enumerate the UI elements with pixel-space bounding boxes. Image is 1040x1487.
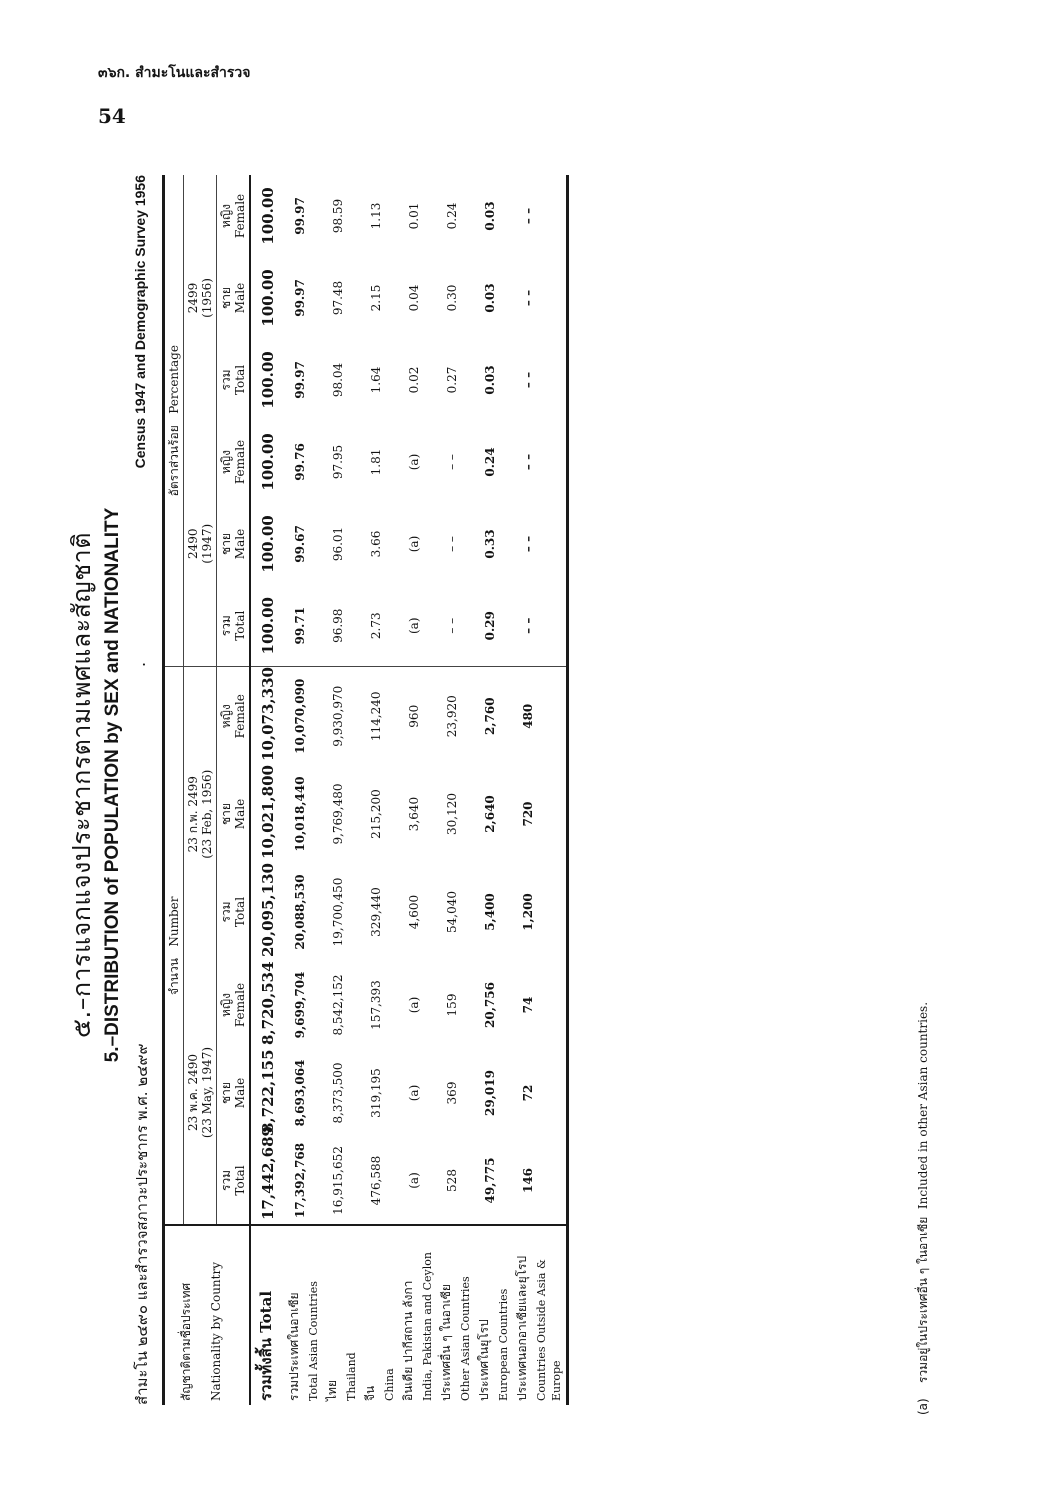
nationality-header (164, 1225, 251, 1405)
row-label (437, 1225, 475, 1405)
row-label (475, 1225, 513, 1405)
year-1956-thai: 2499 (186, 282, 200, 314)
value-cell: 100.00 (250, 339, 285, 421)
value-cell: 369 (445, 1081, 459, 1105)
value-cell: 96.01 (331, 526, 345, 562)
value-cell: – – (437, 585, 475, 667)
value-cell: 99.97 (293, 197, 307, 235)
value-cell: 146 (521, 1167, 535, 1194)
value-cell: 319,195 (369, 1068, 383, 1118)
row-label-thai: ประเทศในยุโรป (477, 1319, 491, 1401)
value-cell: (a) (407, 453, 421, 471)
row-label-english: Other Asian Countries (459, 1276, 472, 1401)
table-title-thai: ๕.–การแจกแจงประชากรตามเพศและสัญชาติ (67, 532, 96, 1038)
running-header: ๓๖ก. สำมะโนและสำรวจ (98, 65, 251, 81)
col-header-total (217, 1137, 251, 1225)
row-label-thai: จีน (363, 1385, 377, 1401)
value-cell: 10,070,090 (293, 678, 307, 754)
col-header-male-english: Male (233, 282, 247, 314)
period-1956-thai: 23 ก.พ. 2499 (186, 776, 200, 853)
value-cell: 19,700,450 (331, 877, 345, 947)
value-cell: 74 (521, 996, 535, 1014)
value-cell: 9,699,704 (293, 971, 307, 1039)
col-header-male-english: Male (233, 528, 247, 560)
value-cell: 100.00 (250, 175, 285, 257)
value-cell: 20,095,130 (250, 863, 285, 961)
value-cell: 54,040 (445, 891, 459, 933)
year-1947-english: (1947) (200, 523, 214, 564)
table-row (399, 175, 437, 1405)
value-cell: 157,393 (369, 980, 383, 1030)
value-cell: 0.01 (407, 202, 421, 230)
value-cell: – – (521, 371, 535, 389)
row-label-english: China (383, 1368, 396, 1401)
table-row (513, 175, 568, 1405)
col-header-female-english: Female (233, 439, 247, 485)
row-label (323, 1225, 361, 1405)
row-label-english: Thailand (345, 1352, 358, 1401)
value-cell: 8,722,155 (250, 1049, 285, 1137)
value-cell: 97.48 (331, 280, 345, 316)
col-header-female (217, 961, 251, 1049)
value-cell: 99.97 (293, 279, 307, 317)
table-title-english: 5.–DISTRIBUTION of POPULATION by SEX and NATIONALITY (102, 507, 123, 1063)
year-1956-english: (1956) (200, 278, 214, 318)
col-header-total-english: Total (233, 364, 247, 396)
value-cell: 3,640 (407, 796, 421, 832)
value-cell: 49,775 (483, 1157, 497, 1204)
col-header-female-thai: หญิง (219, 993, 233, 1017)
table-row (323, 175, 361, 1405)
col-header-female-english: Female (233, 694, 247, 739)
col-header-male-thai: ชาย (219, 1082, 233, 1104)
value-cell: 960 (407, 704, 421, 728)
table-subtitle-english: Census 1947 and Demographic Survey 1956 (132, 175, 148, 469)
value-cell: 98.59 (331, 198, 345, 234)
value-cell: – – (521, 207, 535, 225)
footnote (914, 1002, 933, 1415)
table-subtitle-thai: สำมะโน ๒๔๙๐ และสำรวจสภาวะประชากร พ.ศ. ๒๔๙๙ (133, 1043, 151, 1405)
row-label (399, 1225, 437, 1405)
value-cell: 97.95 (331, 444, 345, 480)
value-cell: 99.67 (293, 525, 307, 563)
row-label-english: India, Pakistan and Ceylon (421, 1252, 434, 1401)
period-1947-header (184, 961, 217, 1225)
row-label (250, 1225, 285, 1405)
row-label-thai: รวมทั้งสิ้น (257, 1338, 275, 1401)
col-header-total (217, 339, 251, 421)
value-cell: – – (445, 454, 459, 470)
number-header-thai: จำนวน (167, 958, 181, 995)
value-cell: 0.24 (445, 202, 459, 230)
nationality-header-thai: สัญชาติตามชื่อประเทศ (179, 1282, 193, 1401)
value-cell: 0.33 (483, 529, 497, 559)
col-header-total (217, 863, 251, 961)
value-cell: 329,440 (369, 887, 383, 937)
number-group-header (164, 667, 184, 1225)
percentage-header-english: Percentage (167, 345, 181, 414)
value-cell: 2,760 (483, 697, 497, 736)
value-cell: 0.03 (483, 365, 497, 395)
col-header-total-thai: รวม (219, 901, 233, 923)
value-cell: 100.00 (250, 503, 285, 585)
value-cell: 8,373,500 (331, 1062, 345, 1124)
value-cell: 99.97 (293, 361, 307, 399)
col-header-total-english: Total (233, 1165, 247, 1196)
table-row (285, 175, 323, 1405)
value-cell: 0.03 (483, 201, 497, 231)
value-cell: 0.30 (445, 284, 459, 312)
value-cell: 30,120 (445, 793, 459, 835)
period-1956-english: (23 Feb, 1956) (200, 769, 214, 859)
col-header-total-thai: รวม (219, 369, 233, 391)
value-cell: 10,018,440 (293, 776, 307, 852)
value-cell: 720 (521, 801, 535, 827)
col-header-female-thai: หญิง (219, 203, 233, 228)
value-cell: 8,542,152 (331, 974, 345, 1036)
value-cell: 8,720,534 (250, 961, 285, 1049)
value-cell: 159 (445, 993, 459, 1017)
col-header-female-english: Female (233, 982, 247, 1028)
percentage-header-thai: อัตราส่วนร้อย (167, 425, 181, 497)
year-1947-header (184, 421, 217, 667)
col-header-male-english: Male (233, 798, 247, 830)
col-header-total-thai: รวม (219, 615, 233, 637)
value-cell: 0.27 (445, 366, 459, 394)
value-cell: 2.15 (369, 284, 383, 312)
population-table (162, 175, 569, 1405)
value-cell: 20,756 (483, 982, 497, 1028)
value-cell: 528 (445, 1169, 459, 1192)
value-cell: (a) (407, 1084, 421, 1102)
year-1947-thai: 2490 (186, 528, 200, 560)
col-header-female-english: Female (233, 193, 247, 239)
col-header-male (217, 257, 251, 339)
value-cell: 0.03 (483, 283, 497, 313)
value-cell: 1,200 (521, 893, 535, 931)
value-cell: (a) (407, 535, 421, 553)
value-cell: 20,088,530 (293, 874, 307, 950)
footnote-english: Included in other Asian countries. (916, 1001, 930, 1210)
col-header-total-thai: รวม (219, 1169, 233, 1192)
value-cell: – – (521, 289, 535, 307)
nationality-header-english: Nationality by Country (209, 1262, 223, 1401)
value-cell: 99.71 (285, 585, 323, 667)
col-header-male-thai: ชาย (219, 533, 233, 555)
row-label-english: Countries Outside Asia & Europe (535, 1259, 563, 1401)
col-header-male (217, 765, 251, 863)
value-cell: 72 (521, 1084, 535, 1102)
value-cell: 215,200 (369, 789, 383, 839)
value-cell: 0.29 (475, 585, 513, 667)
row-label (285, 1225, 323, 1405)
value-cell: 23,920 (445, 695, 459, 738)
value-cell: 96.98 (323, 585, 361, 667)
table-row (250, 175, 285, 1405)
percentage-group-header (164, 175, 184, 667)
value-cell: 8,693,064 (293, 1059, 307, 1127)
value-cell: (a) (407, 1172, 421, 1189)
period-1956-header (184, 667, 217, 961)
row-label-thai: ประเทศอื่น ๆ ในอาเซีย (439, 1284, 453, 1401)
row-label-thai: ประเทศนอกอาเซียและยุโรป (515, 1255, 529, 1401)
value-cell: 9,930,970 (331, 685, 345, 747)
footnote-marker: (a) (916, 1398, 930, 1415)
value-cell: 5,400 (483, 893, 497, 931)
footnote-thai: รวมอยู่ในประเทศอื่น ๆ ในอาเซีย (916, 1216, 930, 1384)
value-cell: 0.02 (407, 366, 421, 394)
row-label-english: European Countries (497, 1288, 510, 1401)
value-cell: – – (521, 535, 535, 553)
table-row (361, 175, 399, 1405)
value-cell: 2,640 (483, 795, 497, 833)
rotated-table-page (52, 155, 952, 1415)
col-header-female-thai: หญิง (219, 704, 233, 729)
sex-header-row (217, 175, 251, 1405)
value-cell: 3.66 (369, 530, 383, 558)
value-cell: 100.00 (250, 585, 285, 667)
row-label-thai: รวมประเทศในอาเซีย (287, 1292, 301, 1401)
value-cell: 2.73 (361, 585, 399, 667)
value-cell: – – (445, 536, 459, 552)
table-row (437, 175, 475, 1405)
period-1947-thai: 23 พ.ค. 2490 (186, 1054, 200, 1132)
value-cell: 1.81 (369, 448, 383, 476)
page-number: 54 (98, 104, 126, 128)
col-header-total-english: Total (233, 610, 247, 641)
value-cell: 17,392,768 (293, 1142, 307, 1219)
col-header-male (217, 1049, 251, 1137)
row-label-english: Total Asian Countries (307, 1281, 320, 1401)
col-header-total (217, 585, 251, 667)
value-cell: (a) (399, 585, 437, 667)
row-label-english: Total (257, 1290, 275, 1333)
value-cell: 17,442,689 (250, 1137, 285, 1225)
col-header-female (217, 421, 251, 503)
value-cell: 10,073,330 (250, 667, 285, 765)
value-cell: – – (521, 453, 535, 471)
value-cell: 1.13 (369, 202, 383, 230)
value-cell: 100.00 (250, 421, 285, 503)
row-label (513, 1225, 568, 1405)
col-header-male-thai: ชาย (219, 287, 233, 309)
subtitle-separator: . (130, 661, 149, 667)
value-cell: 99.76 (293, 443, 307, 481)
value-cell: (a) (407, 996, 421, 1014)
table-row (475, 175, 513, 1405)
value-cell: 476,588 (369, 1155, 383, 1206)
value-cell: 9,769,480 (331, 783, 345, 845)
value-cell: 10,021,800 (250, 765, 285, 863)
value-cell: 114,240 (369, 691, 383, 742)
value-cell: 4,600 (407, 894, 421, 930)
col-header-male-english: Male (233, 1077, 247, 1109)
value-cell: 29,019 (483, 1070, 497, 1116)
value-cell: 480 (521, 703, 535, 729)
col-header-total-english: Total (233, 896, 247, 928)
number-header-english: Number (167, 896, 181, 947)
table-body (250, 175, 568, 1405)
year-1956-header (184, 175, 217, 421)
col-header-female (217, 175, 251, 257)
value-cell: 98.04 (331, 362, 345, 398)
value-cell: 0.04 (407, 284, 421, 312)
col-header-female (217, 667, 251, 765)
value-cell: 16,915,652 (331, 1146, 345, 1215)
row-label-thai: ไทย (325, 1380, 339, 1401)
value-cell: 100.00 (250, 257, 285, 339)
row-label (361, 1225, 399, 1405)
value-cell: 1.64 (369, 366, 383, 394)
period-1947-english: (23 May, 1947) (200, 1046, 214, 1139)
value-cell: – – (513, 585, 568, 667)
row-label-thai: อินเดีย ปากีสถาน ลังกา (401, 1280, 415, 1401)
value-cell: 0.24 (483, 447, 497, 477)
col-header-female-thai: หญิง (219, 449, 233, 474)
col-header-male (217, 503, 251, 585)
col-header-male-thai: ชาย (219, 803, 233, 825)
